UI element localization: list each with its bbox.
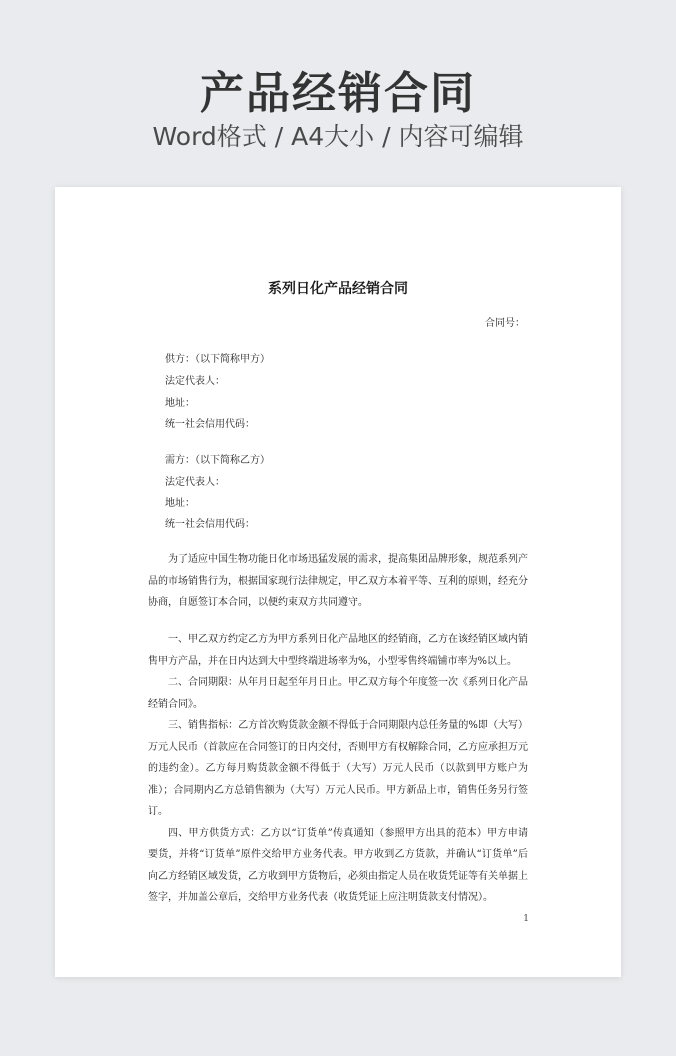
party-b-credit-code: 统一社会信用代码：	[165, 519, 255, 530]
clause-4: 四、甲方供货方式：乙方以“订货单”传真通知（参照甲方出具的范本）甲方申请要货，并将“订货单”原件交给甲方业务代表。甲方收到乙方货款，并确认“订货单”后向乙方经销区域发货，乙方收到甲方货物后，必须由指定人员在收货凭证等有关单据上签字，并加盖公章后，交给甲方业务代表（收货凭证上应注明货款支付情况）。	[148, 827, 528, 903]
banner-title: 产品经销合同	[200, 68, 476, 119]
clause-2: 二、合同期限：从年月日起至年月日止。甲乙双方每个年度签一次《系列日化产品经销合同》。	[148, 677, 528, 710]
preamble-paragraph: 为了适应中国生物功能日化市场迅猛发展的需求，提高集团品牌形象，规范系列产品的市场销售行为，根据国家现行法律规定，甲乙双方本着平等、互利的原则，经充分协商，自愿签订本合同，以便约束双方共同遵守。	[148, 554, 528, 608]
document-page	[55, 187, 621, 977]
party-a-heading: 供方：（以下简称甲方）	[165, 354, 270, 365]
banner-subtitle: Word格式 / A4大小 / 内容可编辑	[152, 122, 524, 151]
clause-3: 三、销售指标：乙方首次购货款金额不得低于合同期限内总任务量的%即（大写）万元人民币（首款应在合同签订的日内交付，否则甲方有权解除合同，乙方应承担万元的违约金）。乙方每月购货款金额不得低于（大写）万元人民币（以款到甲方账户为准）；合同期内乙方总销售额为（大写）万元人民币。甲方新品上市，销售任务另行签订。	[148, 720, 528, 817]
party-b-heading: 需方：（以下简称乙方）	[165, 455, 270, 466]
preamble-block	[148, 549, 528, 614]
party-b-address: 地址：	[165, 498, 195, 509]
document-title: 系列日化产品经销合同	[268, 281, 408, 297]
clauses-block	[148, 629, 528, 909]
party-a-representative: 法定代表人：	[165, 376, 225, 387]
party-a-address: 地址：	[165, 398, 195, 409]
party-b-representative: 法定代表人：	[165, 477, 225, 488]
clause-1: 一、甲乙双方约定乙方为甲方系列日化产品地区的经销商，乙方在该经销区域内销售甲方产品，并在日内达到大中型终端进场率为%，小型零售终端铺市率为%以上。	[148, 634, 528, 667]
page-number: 1	[523, 914, 529, 924]
contract-number-label: 合同号：	[485, 318, 525, 329]
party-a-credit-code: 统一社会信用代码：	[165, 419, 255, 430]
